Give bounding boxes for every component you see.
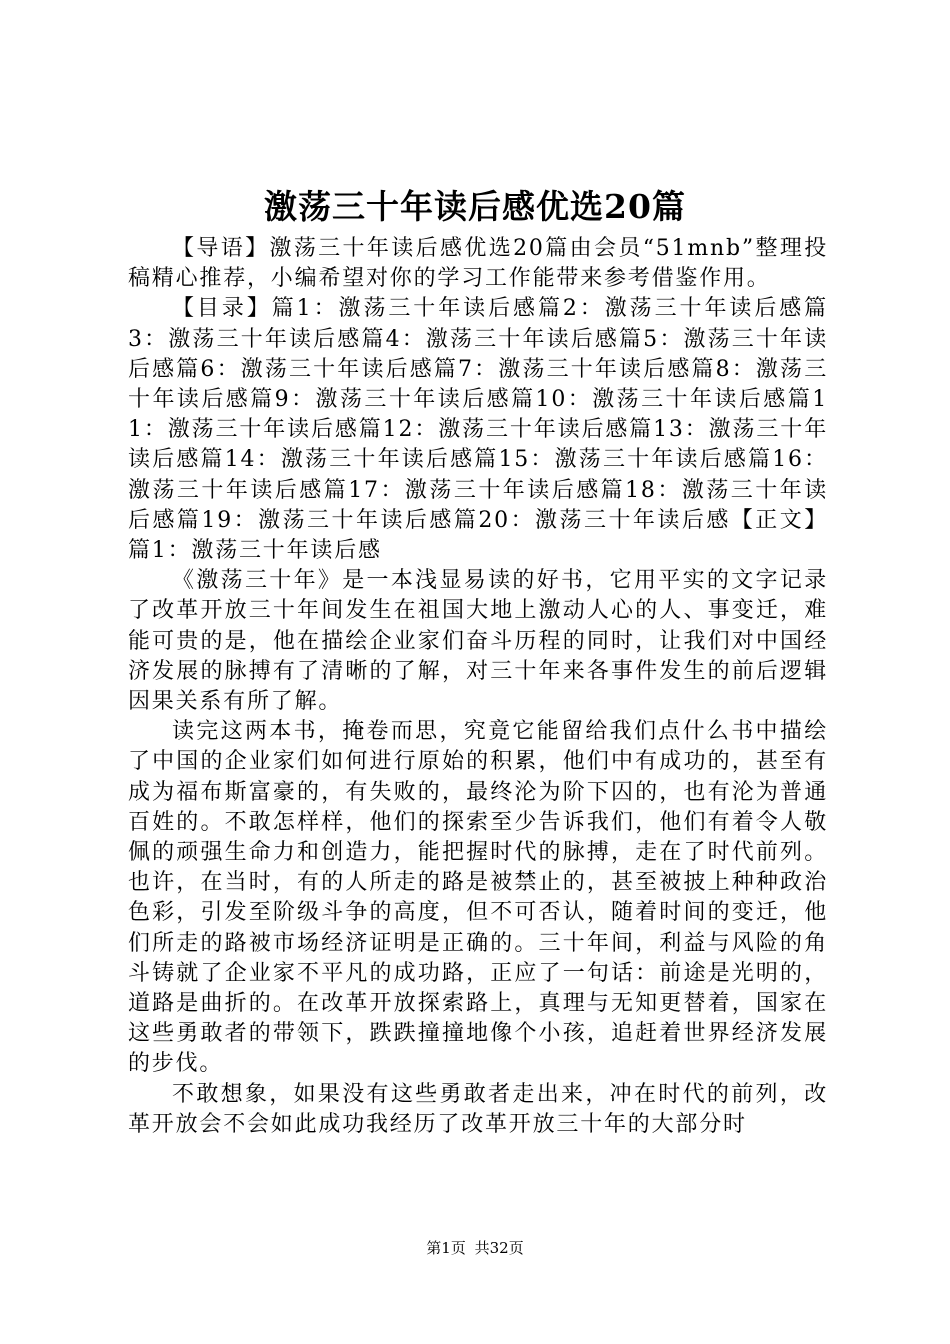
paragraph-body-1: 《激荡三十年》是一本浅显易读的好书，它用平实的文字记录了改革开放三十年间发生在祖国大地上激动人心的人、事变迁，难能可贵的是，他在描绘企业家们奋斗历程的同时，让我们对中国经济发展的脉搏有了清晰的了解，对三十年来各事件发生的前后逻辑因果关系有所了解。 <box>128 568 828 715</box>
paragraph-body-2: 读完这两本书，掩卷而思，究竟它能留给我们点什么书中描绘了中国的企业家们如何进行原始的积累，他们中有成功的，甚至有成为福布斯富豪的，有失败的，最终沦为阶下囚的，也有沦为普通百姓的。不敢怎样样，他们的探索至少告诉我们，他们有着令人敬佩的顽强生命力和创造力，能把握时代的脉搏，走在了时代前列。也许，在当时，有的人所走的路是被禁止的，甚至被披上种种政治色彩，引发至阶级斗争的高度，但不可否认，随着时间的变迁，他们所走的路被市场经济证明是正确的。三十年间，利益与风险的角斗铸就了企业家不平凡的成功路，正应了一句话：前途是光明的，道路是曲折的。在改革开放探索路上，真理与无知更替着，国家在这些勇敢者的带领下，跌跌撞撞地像个小孩，追赶着世界经济发展的步伐。 <box>128 719 828 1077</box>
page-total: 共32页 <box>474 1239 524 1257</box>
document-title: 激荡三十年读后感优选20篇 <box>264 187 686 226</box>
document-body <box>128 234 828 1140</box>
page-footer <box>0 1238 950 1258</box>
paragraph-toc: 【目录】篇1：激荡三十年读后感篇2：激荡三十年读后感篇3：激荡三十年读后感篇4：激荡三十年读后感篇5：激荡三十年读后感篇6：激荡三十年读后感篇7：激荡三十年读后感篇8：激荡三十年读后感篇9：激荡三十年读后感篇10：激荡三十年读后感篇11：激荡三十年读后感篇12：激荡三十年读后感篇13：激荡三十年读后感篇14：激荡三十年读后感篇15：激荡三十年读后感篇16：激荡三十年读后感篇17：激荡三十年读后感篇18：激荡三十年读后感篇19：激荡三十年读后感篇20：激荡三十年读后感【正文】篇1：激荡三十年读后感 <box>128 296 828 564</box>
paragraph-intro: 【导语】激荡三十年读后感优选20篇由会员“51mnb”整理投稿精心推荐，小编希望对你的学习工作能带来参考借鉴作用。 <box>128 236 828 292</box>
paragraph-body-3: 不敢想象，如果没有这些勇敢者走出来，冲在时代的前列，改革开放会不会如此成功我经历了改革开放三十年的大部分时 <box>128 1081 828 1137</box>
page-number: 第1页 <box>426 1239 466 1257</box>
